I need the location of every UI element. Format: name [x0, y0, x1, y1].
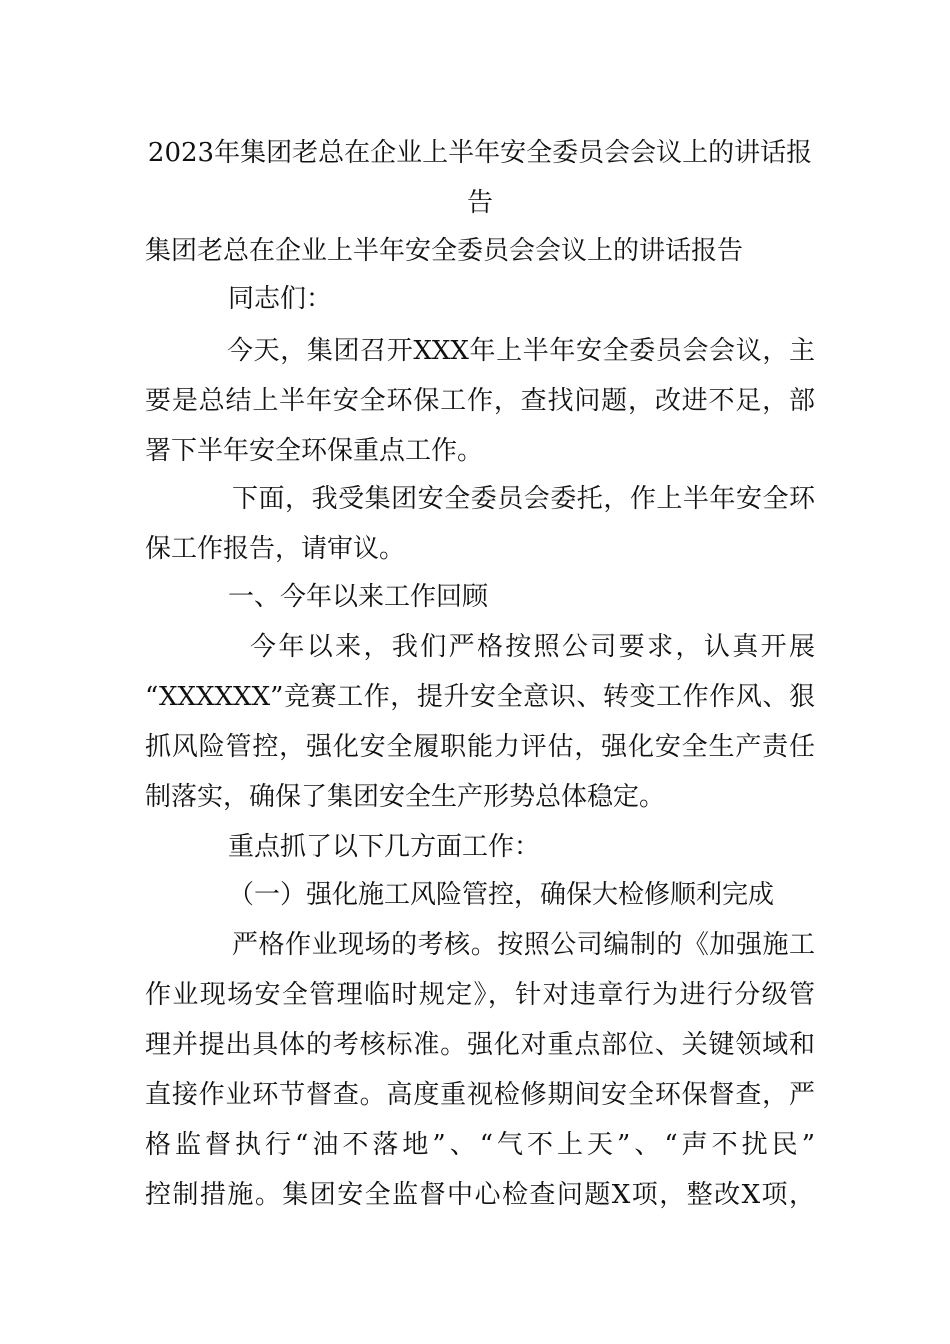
paragraph-5-line-4: 直接作业环节督查。高度重视检修期间安全环保督查，严 — [145, 1080, 815, 1110]
paragraph-5-line-1: 严格作业现场的考核。按照公司编制的《加强施工 — [232, 930, 815, 960]
document-title-line-1: 2023年集团老总在企业上半年安全委员会会议上的讲话报 — [147, 138, 813, 168]
paragraph-5-line-5: 格监督执行“油不落地”、“气不上天”、“声不扰民” — [145, 1130, 815, 1160]
paragraph-3-line-2: “XXXXXX”竞赛工作，提升安全意识、转变工作作风、狠 — [145, 682, 815, 712]
paragraph-1-line-2: 要是总结上半年安全环保工作，查找问题，改进不足，部 — [145, 386, 815, 416]
section-heading-1: 一、今年以来工作回顾 — [228, 582, 489, 612]
paragraph-1-line-1: 今天，集团召开XXX年上半年安全委员会会议，主 — [227, 336, 815, 366]
paragraph-2-line-2: 保工作报告，请审议。 — [145, 534, 406, 564]
paragraph-3-line-4: 制落实，确保了集团安全生产形势总体稳定。 — [145, 782, 666, 812]
paragraph-4: 重点抓了以下几方面工作： — [228, 832, 541, 862]
paragraph-2-line-1: 下面，我受集团安全委员会委托，作上半年安全环 — [232, 484, 815, 514]
document-title-line-2: 告 — [466, 188, 493, 218]
paragraph-5-line-2: 作业现场安全管理临时规定》，针对违章行为进行分级管 — [145, 980, 815, 1010]
paragraph-1-line-3: 署下半年安全环保重点工作。 — [145, 436, 484, 466]
paragraph-5-line-3: 理并提出具体的考核标准。强化对重点部位、关键领域和 — [145, 1030, 815, 1060]
document-subtitle: 集团老总在企业上半年安全委员会会议上的讲话报告 — [145, 236, 744, 266]
salutation: 同志们： — [228, 284, 333, 314]
paragraph-5-line-6: 控制措施。集团安全监督中心检查问题X项，整改X项， — [145, 1180, 815, 1210]
subheading-1: （一）强化施工风险管控，确保大检修顺利完成 — [228, 880, 775, 910]
paragraph-3-line-3: 抓风险管控，强化安全履职能力评估，强化安全生产责任 — [145, 732, 815, 762]
paragraph-3-line-1: 今年以来，我们严格按照公司要求，认真开展 — [250, 632, 815, 662]
